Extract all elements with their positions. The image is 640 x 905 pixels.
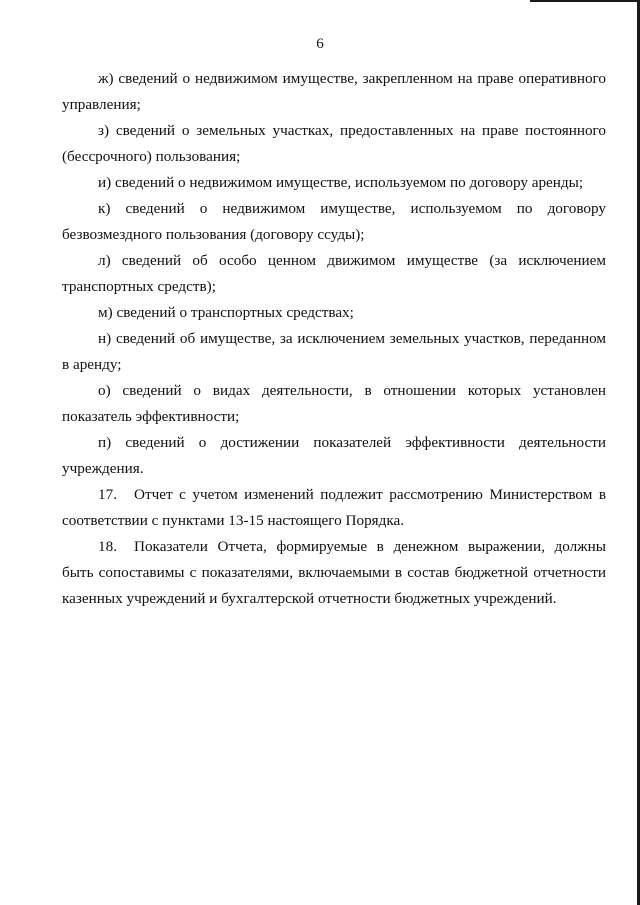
- paragraph-i: и) сведений о недвижимом имуществе, используемом по договору аренды;: [98, 174, 584, 191]
- paragraph-18: 18. Показатели Отчета, формируемые в денежном выражении, должны быть сопоставимы с показателями, включаемыми в состав бюджетной отчетности казенных учреждений и бухгалтерской отчетности бюджетных учреждений.: [62, 534, 606, 612]
- paragraph-p: п) сведений о достижении показателей эффективности деятельности учреждения.: [62, 434, 606, 477]
- scan-edge-top: [530, 0, 640, 2]
- paragraph-m: м) сведений о транспортных средствах;: [98, 304, 354, 321]
- paragraph-zh: ж) сведений о недвижимом имуществе, закрепленном на праве оперативного управления;: [62, 70, 606, 113]
- paragraph-k: к) сведений о недвижимом имуществе, используемом по договору безвозмездного пользования (договору ссуды);: [62, 200, 606, 243]
- document-body: [62, 66, 606, 612]
- paragraph-o: о) сведений о видах деятельности, в отношении которых установлен показатель эффективности;: [62, 382, 606, 425]
- paragraph-n: н) сведений об имуществе, за исключением земельных участков, переданном в аренду;: [62, 330, 606, 373]
- page-number: 6: [316, 36, 324, 52]
- paragraph-number: 17.: [98, 486, 117, 503]
- paragraph-z: з) сведений о земельных участках, предоставленных на праве постоянного (бессрочного) пользования;: [62, 122, 606, 165]
- paragraph-number: 18.: [98, 538, 117, 555]
- paragraph-17: 17. Отчет с учетом изменений подлежит рассмотрению Министерством в соответствии с пунктами 13-15 настоящего Порядка.: [62, 482, 606, 534]
- paragraph-l: л) сведений об особо ценном движимом имуществе (за исключением транспортных средств);: [62, 252, 606, 295]
